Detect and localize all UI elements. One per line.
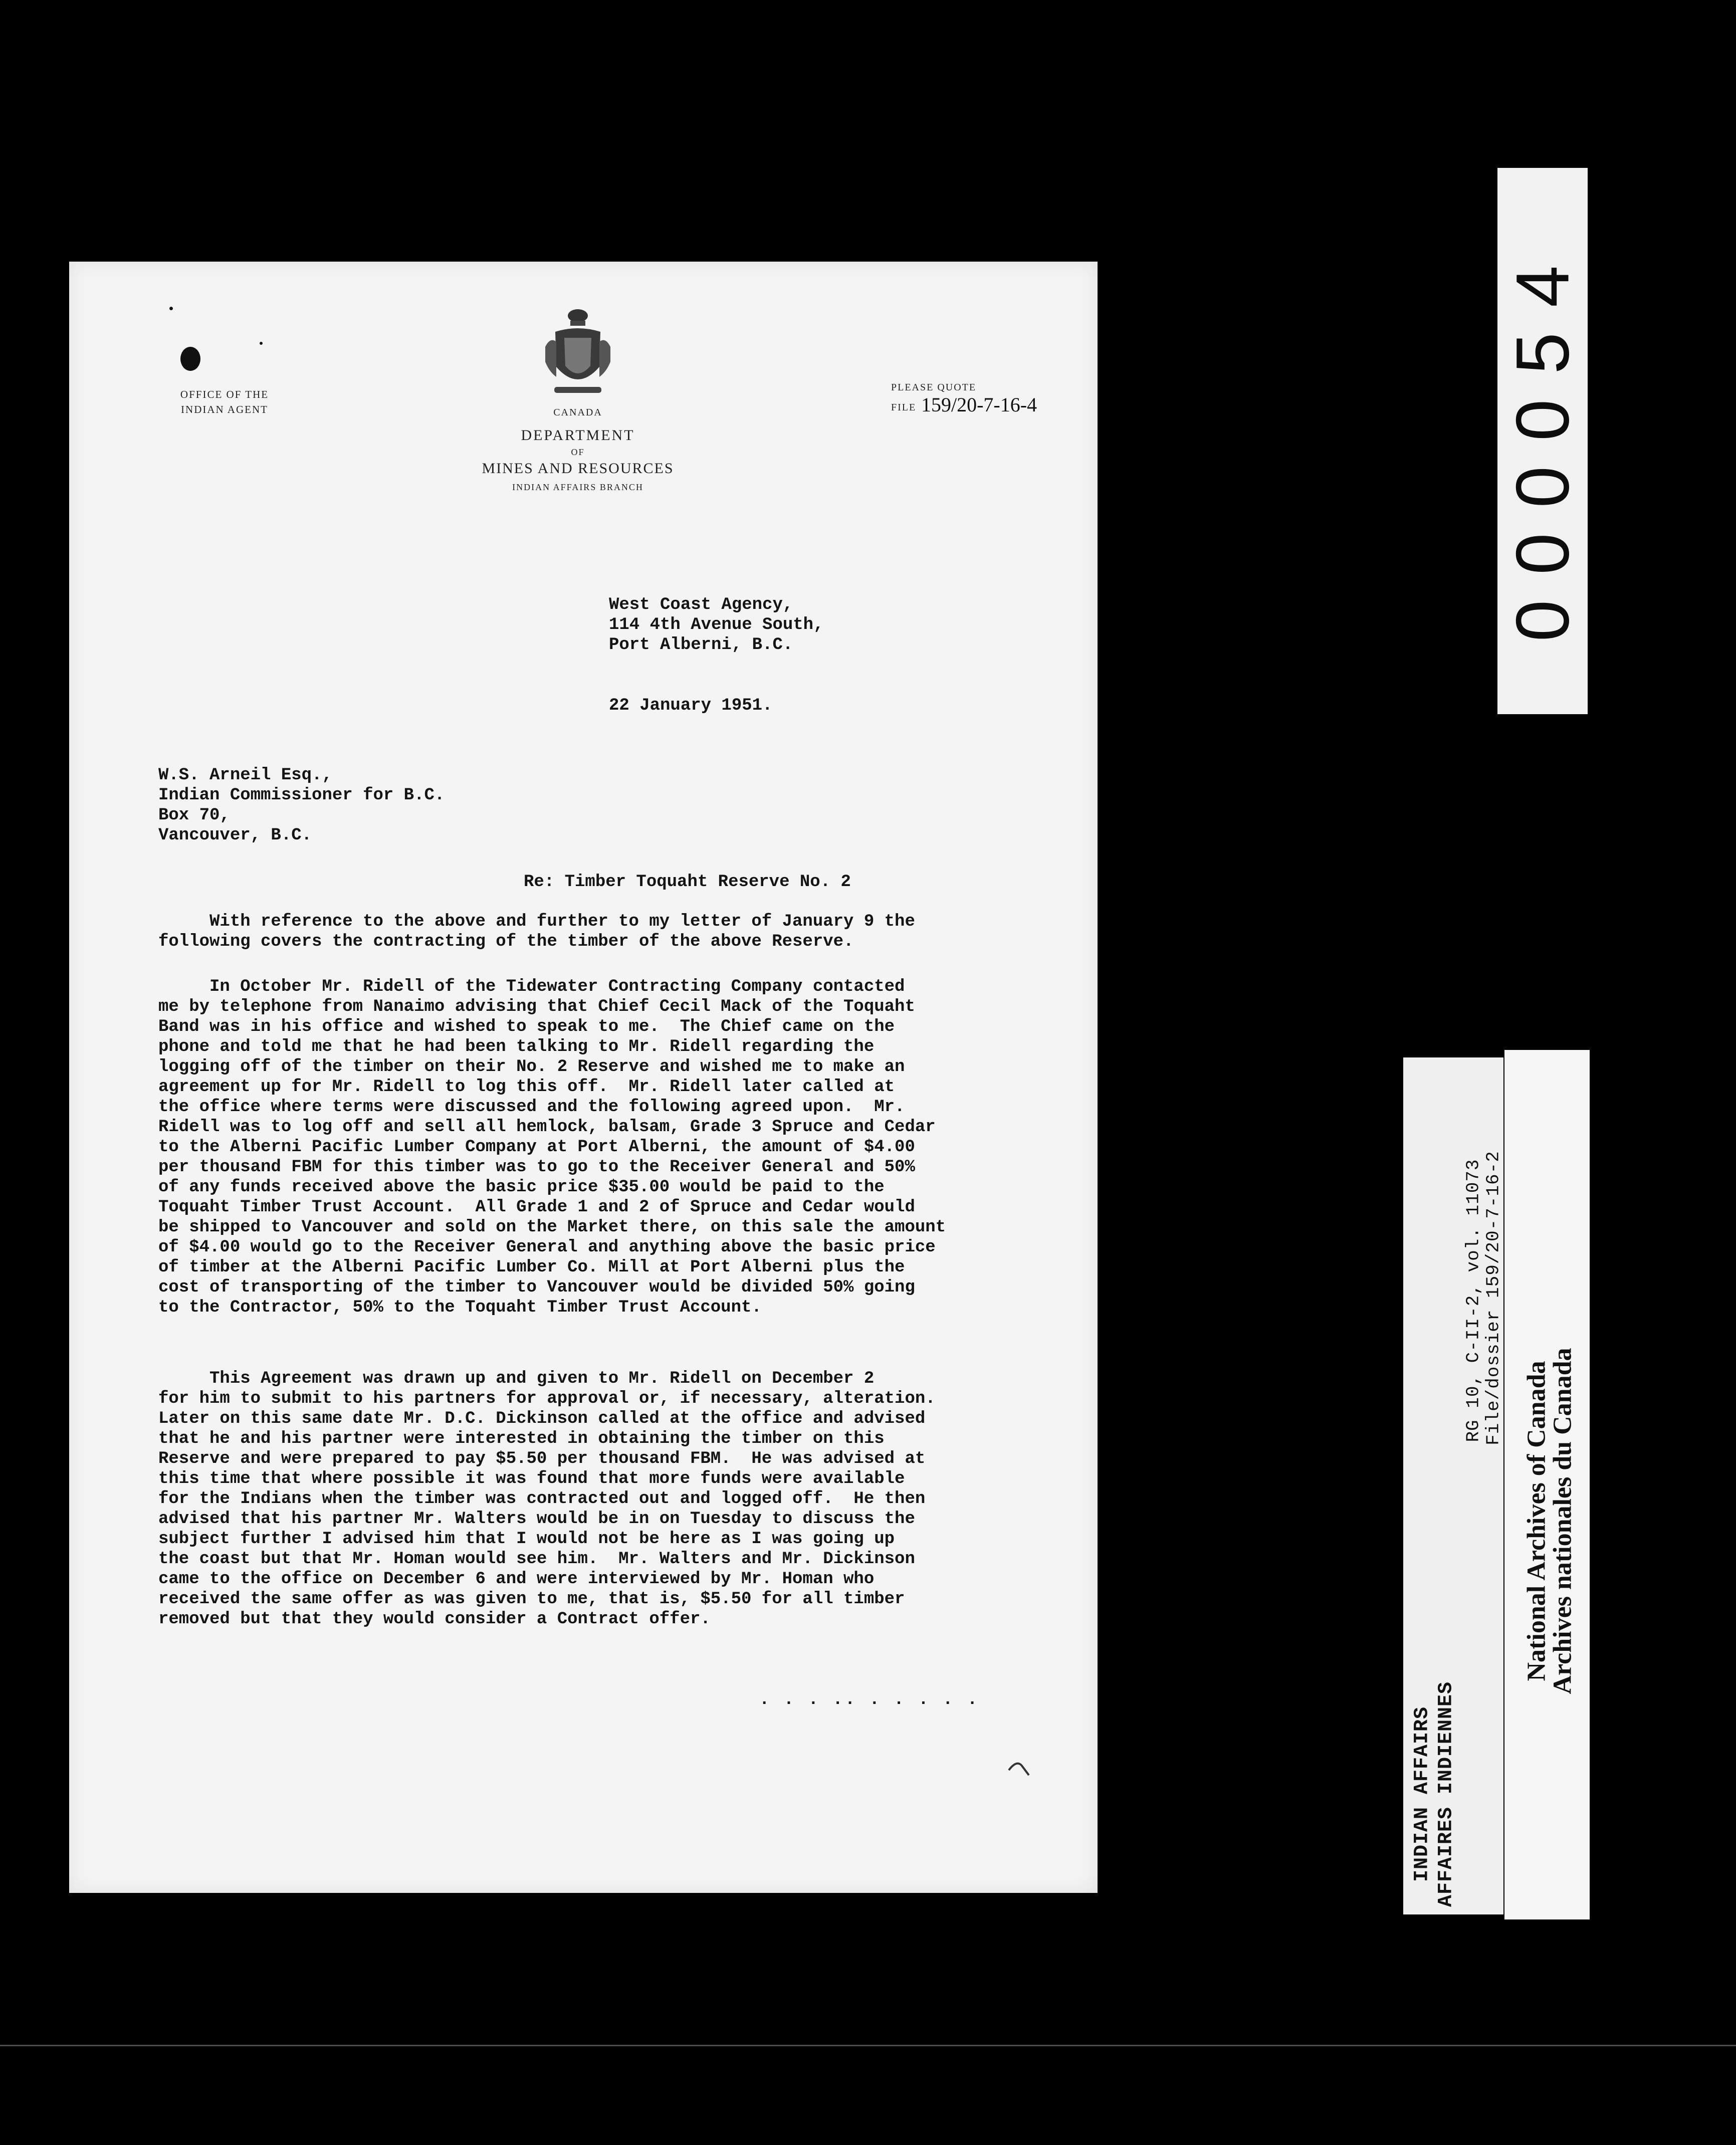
- national-archives-label: National Archives of Canada: [1522, 1361, 1551, 1681]
- subject-line: Re: Timber Toquaht Reserve No. 2: [524, 873, 851, 892]
- body-paragraph-2: In October Mr. Ridell of the Tidewater Contracting Company contacted me by telephone from Nanaimo advising that Chief Cecil Mack of the Toquaht Band was in his office and wished to speak to me. The Chief came on the phone and told me that he had been talking to Mr. Ridell regarding the logging off of the timber on their No. 2 Reserve and wished me to make an agreement up for Mr. Ridell to log this off. Mr. Ridell later called at the office where terms were discussed and the following agreed upon. Mr. Ridell was to log off and sell all hemlock, balsam, Grade 3 Spruce and Cedar to the Alberni Pacific Lumber Company at Port Alberni, the amount of $4.00 per thousand FBM for this timber was to go to the Receiver General and 50% of any funds received above the basic price $35.00 would be paid to the Toquaht Timber Trust Account. All Grade 1 and 2 of Spruce and Cedar would be shipped to Vancouver and sold on the Market there, on this sale the amount of $4.00 would go to the Receiver General and anything above the basic price of timber at the Alberni Pacific Lumber Co. Mill at Port Alberni plus the cost of transporting of the timber to Vancouver would be divided 50% going to the Contractor, 50% to the Toquaht Timber Trust Account.: [158, 977, 946, 1317]
- frame-number: 000054: [1500, 240, 1585, 642]
- national-archives-strip: [1504, 1050, 1590, 1919]
- letter-date: 22 January 1951.: [609, 696, 773, 715]
- file-number: 159/20-7-16-4: [921, 393, 1037, 416]
- office-of-indian-agent-label: OFFICE OF THE INDIAN AGENT: [180, 388, 269, 415]
- archive-reference-line-1: RG 10, C-II-2, vol. 11073: [1463, 1159, 1484, 1442]
- body-paragraph-1: With reference to the above and further to my letter of January 9 the following covers the contracting of the timber of the above Reserve.: [158, 912, 915, 951]
- indian-affairs-label: INDIAN AFFAIRS: [1411, 1706, 1434, 1882]
- letterhead-ministry: MINES AND RESOURCES: [482, 460, 674, 477]
- pencil-mark-icon: [1006, 1750, 1046, 1780]
- letterhead-canada: CANADA: [553, 407, 602, 418]
- speck: [169, 307, 173, 310]
- letterhead-of: OF: [571, 447, 585, 457]
- body-paragraph-3: This Agreement was drawn up and given to Mr. Ridell on December 2 for him to submit to his partners for approval or, if necessary, alteration. Later on this same date Mr. D.C. Dickinson called at the office and advised that he and his partner were interested in obtaining the timber on this Reserve and were prepared to pay $5.50 per thousand FBM. He was advised at this time that where possible it was found that more funds were available for the Indians when the timber was contracted out and logged off. He then advised that his partner Mr. Walters would be in on Tuesday to discuss the subject further I advised him that I would not be here as I was going up the coast but that Mr. Homan would see him. Mr. Walters and Mr. Dickinson came to the office on December 6 and were interviewed by Mr. Homan who received the same offer as was given to me, that is, $5.50 for all timber removed but that they would consider a Contract offer.: [158, 1369, 936, 1629]
- archive-reference-strip: [1403, 1057, 1503, 1914]
- coat-of-arms-icon: [540, 307, 615, 402]
- punch-hole-mark: [180, 347, 200, 371]
- letter-page: [69, 262, 1098, 1893]
- letterhead-department: DEPARTMENT: [521, 427, 635, 444]
- film-edge-line: [0, 2045, 1736, 2046]
- speck: [260, 342, 263, 345]
- recipient-address: W.S. Arneil Esq., Indian Commissioner for B.C. Box 70, Vancouver, B.C.: [158, 766, 445, 845]
- frame-number-strip: [1497, 168, 1588, 714]
- file-prefix-label: FILE: [891, 402, 917, 413]
- affaires-indiennes-label: AFFAIRES INDIENNES: [1435, 1681, 1458, 1907]
- letterhead-branch: INDIAN AFFAIRS BRANCH: [512, 482, 643, 492]
- archives-nationales-label: Archives nationales du Canada: [1548, 1348, 1577, 1694]
- continuation-dots: . . . .. . . . . .: [759, 1690, 980, 1709]
- archive-reference-line-2: File/dossier 159/20-7-16-2: [1483, 1151, 1504, 1445]
- please-quote-label: PLEASE QUOTE: [891, 382, 977, 393]
- sender-address: West Coast Agency, 114 4th Avenue South, Port Alberni, B.C.: [609, 595, 824, 655]
